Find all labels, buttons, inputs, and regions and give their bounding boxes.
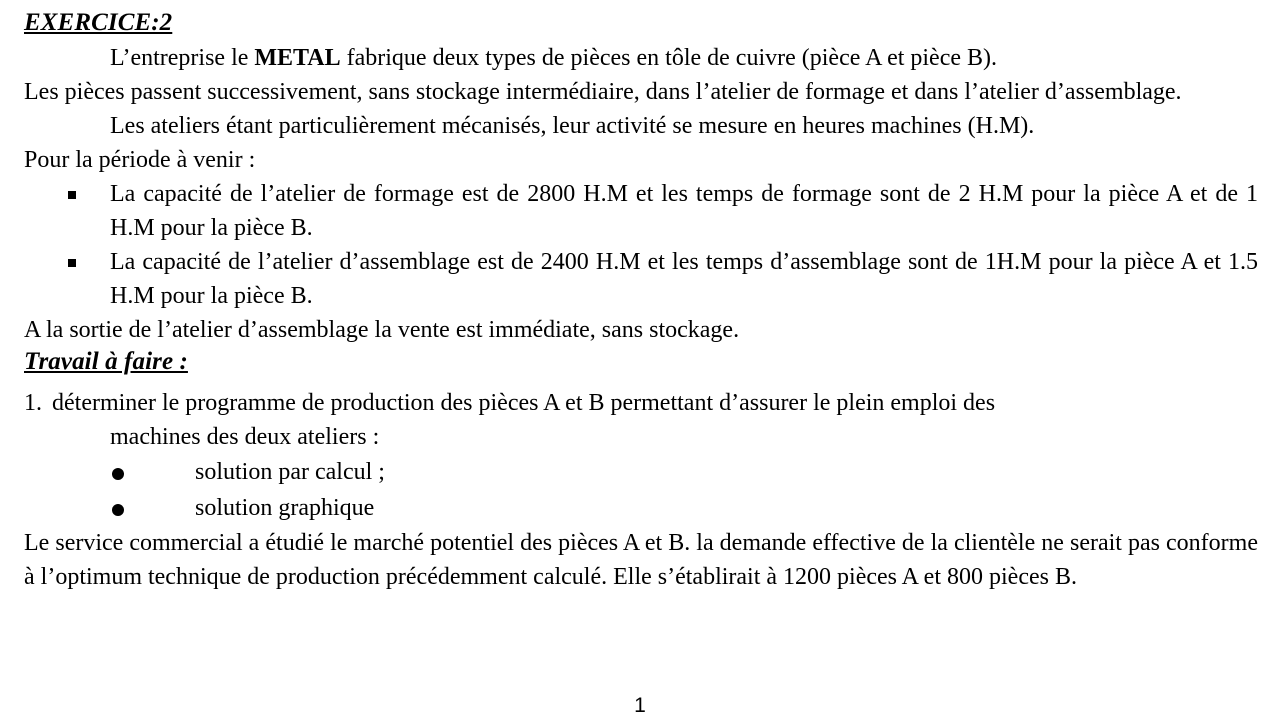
task-number: 1.: [24, 390, 42, 416]
task-list: [24, 386, 1258, 454]
task-subitem-list: [24, 454, 1258, 526]
intro-paragraph-1: [24, 41, 1258, 75]
closing-paragraph: Le service commercial a étudié le marché potentiel des pièces A et B. la demande effective de la clientèle ne serait pas conforme à l’optimum technique de production précédemment calculé. Elle s’établirait à 1200 pièces A et 800 pièces B.: [24, 530, 1258, 590]
square-bullet-icon: [68, 177, 77, 211]
list-item: [24, 454, 1258, 490]
intro-text-after-metal: fabrique deux types de pièces en tôle de cuivre (pièce A et pièce B).: [340, 45, 998, 71]
capacity-bullet-list: [24, 177, 1258, 313]
list-item: [24, 386, 1258, 454]
task-subitem-text: solution graphique: [195, 495, 375, 521]
company-name-metal: METAL: [254, 45, 341, 71]
task-text-continuation: machines des deux ateliers :: [110, 424, 380, 450]
list-item: [24, 490, 1258, 526]
capacity-bullet-text: La capacité de l’atelier de formage est de 2800 H.M et les temps de formage sont de 2 H.M pour la pièce A et de 1 H.M pour la pièce B.: [110, 181, 1258, 241]
task-text: déterminer le programme de production des pièces A et B permettant d’assurer le plein emploi des: [52, 390, 996, 416]
work-to-do-heading: Travail à faire :: [24, 348, 188, 375]
after-bullets-paragraph: A la sortie de l’atelier d’assemblage la vente est immédiate, sans stockage.: [24, 317, 740, 343]
exercise-heading: EXERCICE:2: [24, 9, 173, 36]
list-item: [24, 245, 1258, 313]
page-number: 1: [634, 694, 646, 717]
list-item: [24, 177, 1258, 245]
capacity-bullet-text: La capacité de l’atelier d’assemblage est de 2400 H.M et les temps d’assemblage sont de 1H.M pour la pièce A et 1.5 H.M pour la pièce B.: [110, 249, 1258, 309]
intro-paragraph-4: Pour la période à venir :: [24, 147, 256, 173]
intro-paragraph-3: Les ateliers étant particulièrement mécanisés, leur activité se mesure en heures machines (H.M).: [110, 113, 1035, 139]
square-bullet-icon: [68, 245, 77, 279]
document-body: [24, 8, 1258, 594]
intro-text-before-metal: L’entreprise le: [110, 45, 255, 71]
round-bullet-icon: [112, 490, 126, 526]
task-subitem-text: solution par calcul ;: [195, 459, 385, 485]
intro-paragraph-2: Les pièces passent successivement, sans stockage intermédiaire, dans l’atelier de formage et dans l’atelier d’assemblage.: [24, 79, 1182, 105]
spacer: [24, 377, 1258, 386]
round-bullet-icon: [112, 454, 126, 490]
